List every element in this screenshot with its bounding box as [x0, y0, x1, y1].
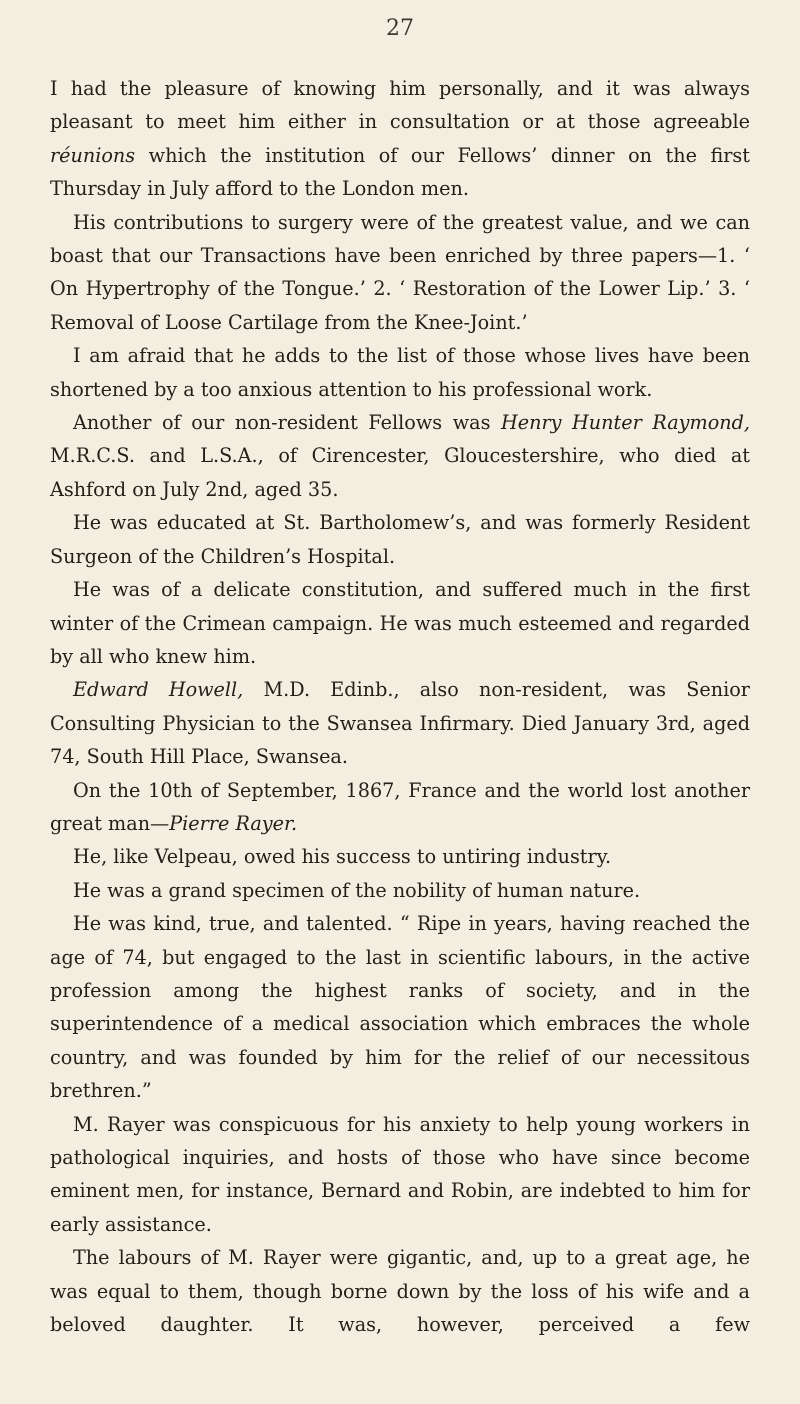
text-run: which the institution of our Fellows’ dinner on the first Thursday in July afford to the London men.	[50, 143, 750, 201]
paragraph	[50, 673, 750, 773]
text-run: I am afraid that he adds to the list of those whose lives have been shortened by a too anxious attention to his professional work.	[50, 344, 750, 401]
paragraph	[50, 72, 750, 206]
paragraph	[50, 573, 750, 673]
paragraph	[50, 907, 750, 1107]
text-run: On the 10th of September, 1867, France and the world lost another great man—	[50, 778, 750, 835]
text-run: His contributions to surgery were of the greatest value, and we can boast that our Transactions have been enriched by three papers—1. ‘ On Hypertrophy of the Tongue.’ 2. ‘ Restoration of the Lower Lip.’ 3. ‘ Removal of Loose Cartilage from the Knee-Joint.’	[50, 210, 750, 334]
text-run: He was kind, true, and talented. “ Ripe in years, having reached the age of 74, but engaged to the last in scientific labours, in the active profession among the highest ranks of society, and in the superintendence of a medical association which embraces the whole country, and was founded by him for the relief of our necessitous brethren.”	[50, 912, 750, 1103]
italic-name: réunions	[50, 143, 136, 167]
italic-name: Pierre Rayer.	[169, 811, 298, 835]
text-run: He was educated at St. Bartholomew’s, and was formerly Resident Surgeon of the Children’s Hospital.	[50, 511, 750, 568]
page-number: 27	[386, 16, 414, 41]
paragraph	[50, 874, 750, 907]
text-run: M.D. Edinb., also non-resident, was Senior Consulting Physician to the Swansea Infirmary. Died January 3rd, aged 74, South Hill Place, Swansea.	[50, 678, 750, 769]
text-run: M. Rayer was conspicuous for his anxiety to help young workers in pathological inquiries, and hosts of those who have since become eminent men, for instance, Bernard and Robin, are indebted to him for early assistance.	[50, 1112, 750, 1236]
text-run: M.R.C.S. and L.S.A., of Cirencester, Gloucestershire, who died at Ashford on July 2nd, aged 35.	[50, 444, 750, 501]
paragraph	[50, 339, 750, 406]
italic-name: Henry Hunter Raymond,	[501, 411, 750, 435]
paragraph	[50, 1108, 750, 1242]
text-run: Another of our non-resident Fellows was	[73, 411, 502, 435]
paragraph	[50, 506, 750, 573]
text-run: He was of a delicate constitution, and suffered much in the first winter of the Crimean campaign. He was much esteemed and regarded by all who knew him.	[50, 578, 750, 668]
body-text	[50, 72, 750, 1341]
text-run: He was a grand specimen of the nobility of human nature.	[73, 878, 641, 902]
paragraph	[50, 840, 750, 873]
paragraph	[50, 774, 750, 841]
paragraph	[50, 406, 750, 506]
paragraph	[50, 206, 750, 340]
paragraph	[50, 1241, 750, 1341]
text-run: He, like Velpeau, owed his success to untiring industry.	[73, 845, 612, 869]
text-run: The labours of M. Rayer were gigantic, and, up to a great age, he was equal to them, though borne down by the loss of his wife and a beloved daughter. It was, however, perceived a few	[50, 1246, 750, 1337]
text-run: I had the pleasure of knowing him personally, and it was always pleasant to meet him either in consultation or at those agreeable	[50, 77, 750, 134]
italic-name: Edward Howell,	[73, 678, 244, 702]
